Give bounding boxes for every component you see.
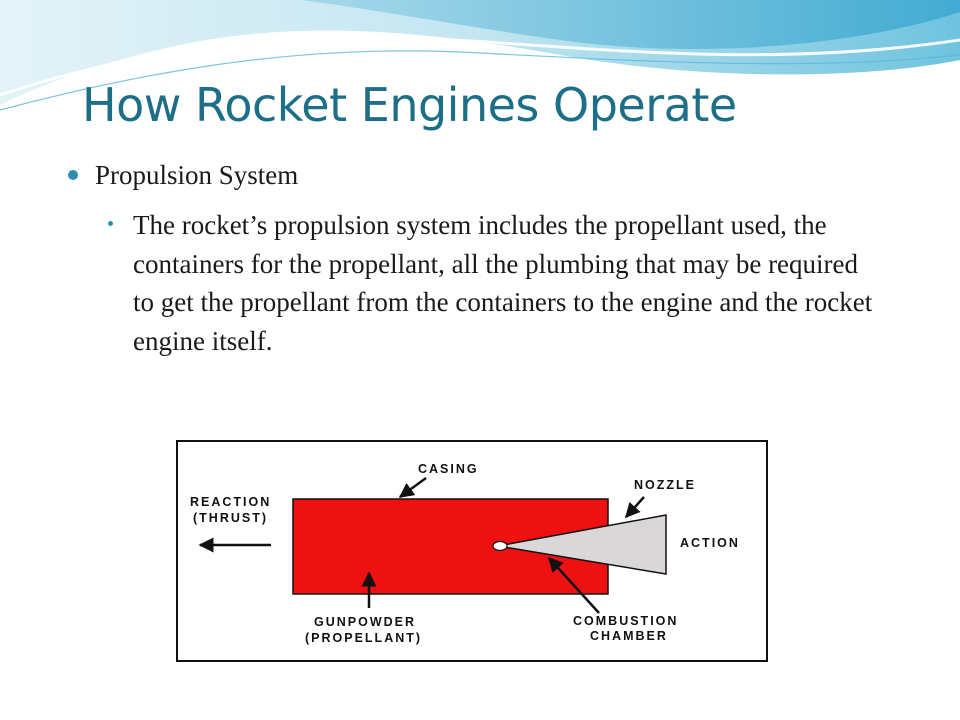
action-label: ACTION	[680, 536, 740, 550]
gunpowder-label-line2: (PROPELLANT)	[305, 631, 423, 645]
reaction-label-line1: REACTION	[190, 495, 272, 509]
gunpowder-label-line1: GUNPOWDER	[314, 615, 417, 629]
rocket-diagram	[176, 440, 768, 662]
sub-bullet-dot-icon	[108, 221, 113, 226]
reaction-label-line2: (THRUST)	[193, 511, 269, 525]
combustion-chamber	[493, 542, 507, 551]
bullet-level2-text: The rocket’s propulsion system includes the propellant used, the containers for the propellant, all the plumbing that may be required to get the propellant from the containers to the engine and the rocket engine itself.	[133, 210, 873, 356]
combustion-label-line1: COMBUSTION	[573, 614, 679, 628]
bullet-dot-icon	[68, 170, 78, 180]
slide-title: How Rocket Engines Operate	[82, 78, 737, 132]
bullet-level1-text: Propulsion System	[95, 160, 299, 190]
casing-label: CASING	[418, 462, 479, 476]
nozzle-label: NOZZLE	[634, 478, 696, 492]
combustion-label-line2: CHAMBER	[590, 629, 668, 643]
